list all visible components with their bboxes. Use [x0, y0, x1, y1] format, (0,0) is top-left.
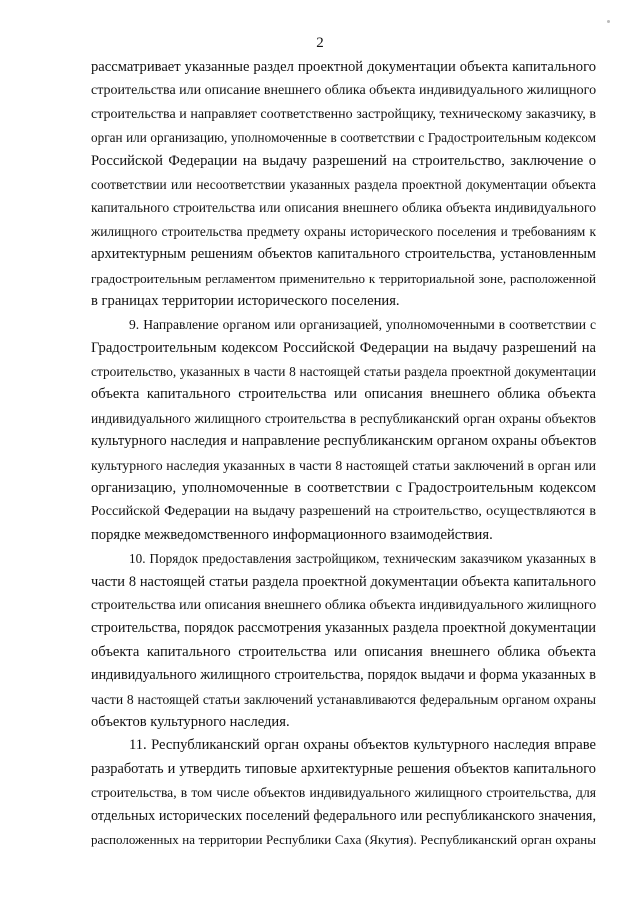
text-line: капитального строительства или описания внешнего облика объекта индивидуального	[91, 200, 596, 216]
text-line: архитектурным решениям объектов капитального строительства, установленным	[91, 246, 596, 263]
text-line: строительство, указанных в части 8 настоящей статьи раздела проектной документации	[91, 364, 596, 380]
text-line: 9. Направление органом или организацией, уполномоченными в соответствии с	[129, 317, 596, 333]
text-line: объекта капитального строительства или описания внешнего облика объекта	[91, 386, 596, 403]
document-body	[91, 56, 596, 851]
text-line: орган или организацию, уполномоченные в соответствии с Градостроительным кодексом	[91, 130, 596, 146]
text-line: разработать и утвердить типовые архитектурные решения объектов капитального	[91, 760, 596, 777]
text-line: строительства или описание внешнего облика объекта индивидуального жилищного	[91, 83, 597, 99]
text-line: 10. Порядок предоставления застройщиком, техническим заказчиком указанных в	[129, 551, 596, 567]
text-line: градостроительным регламентом применительно к территориальной зоне, расположенной	[91, 270, 596, 286]
text-line: культурного наследия указанных в части 8 настоящей статьи заключений в орган или	[91, 457, 596, 473]
text-line: индивидуального жилищного строительства, порядок выдачи и форма указанных в	[91, 667, 596, 684]
text-line: 11. Республиканский орган охраны объектов культурного наследия вправе	[129, 737, 596, 754]
text-line: части 8 настоящей статьи раздела проектной документации объекта капитального	[91, 573, 596, 590]
text-line: в границах территории исторического поселения.	[91, 292, 400, 309]
text-line: расположенных на территории Республики Саха (Якутия). Республиканский орган охраны	[91, 831, 596, 847]
text-line: Российской Федерации на выдачу разрешений на строительство, осуществляются в	[91, 504, 596, 520]
text-line: отдельных исторических поселений федерального или республиканского значения,	[91, 807, 596, 824]
text-line: организацию, уполномоченные в соответствии с Градостроительным кодексом	[91, 480, 596, 497]
text-line: индивидуального жилищного строительства в республиканский орган охраны объектов	[91, 410, 596, 426]
text-line: объектов культурного наследия.	[91, 713, 290, 730]
text-line: порядке межведомственного информационного взаимодействия.	[91, 526, 493, 543]
text-line: строительства или описания внешнего облика объекта индивидуального жилищного	[91, 597, 597, 613]
page-number: 2	[316, 35, 324, 51]
text-line: жилищного строительства предмету охраны исторического поселения и требованиям к	[91, 223, 596, 239]
text-line: части 8 настоящей статьи заключений устанавливаются федеральным органом охраны	[91, 691, 596, 707]
text-line: Градостроительным кодексом Российской Федерации на выдачу разрешений на	[91, 339, 596, 356]
text-line: строительства, порядок рассмотрения указанных раздела проектной документации	[91, 620, 596, 637]
text-line: Российской Федерации на выдачу разрешений на строительство, заключение о	[91, 152, 596, 169]
text-line: культурного наследия и направление республиканским органом охраны объектов	[91, 433, 597, 450]
text-line: строительства, в том числе объектов индивидуального жилищного строительства, для	[91, 785, 596, 801]
text-line: соответствии или несоответствии указанных раздела проектной документации объекта	[91, 176, 596, 192]
text-line: строительства и направляет соответственно застройщику, техническому заказчику, в	[91, 106, 596, 122]
text-line: рассматривает указанные раздел проектной документации объекта капитального	[91, 59, 596, 75]
text-line: объекта капитального строительства или описания внешнего облика объекта	[91, 643, 596, 660]
scan-mark	[607, 20, 610, 23]
